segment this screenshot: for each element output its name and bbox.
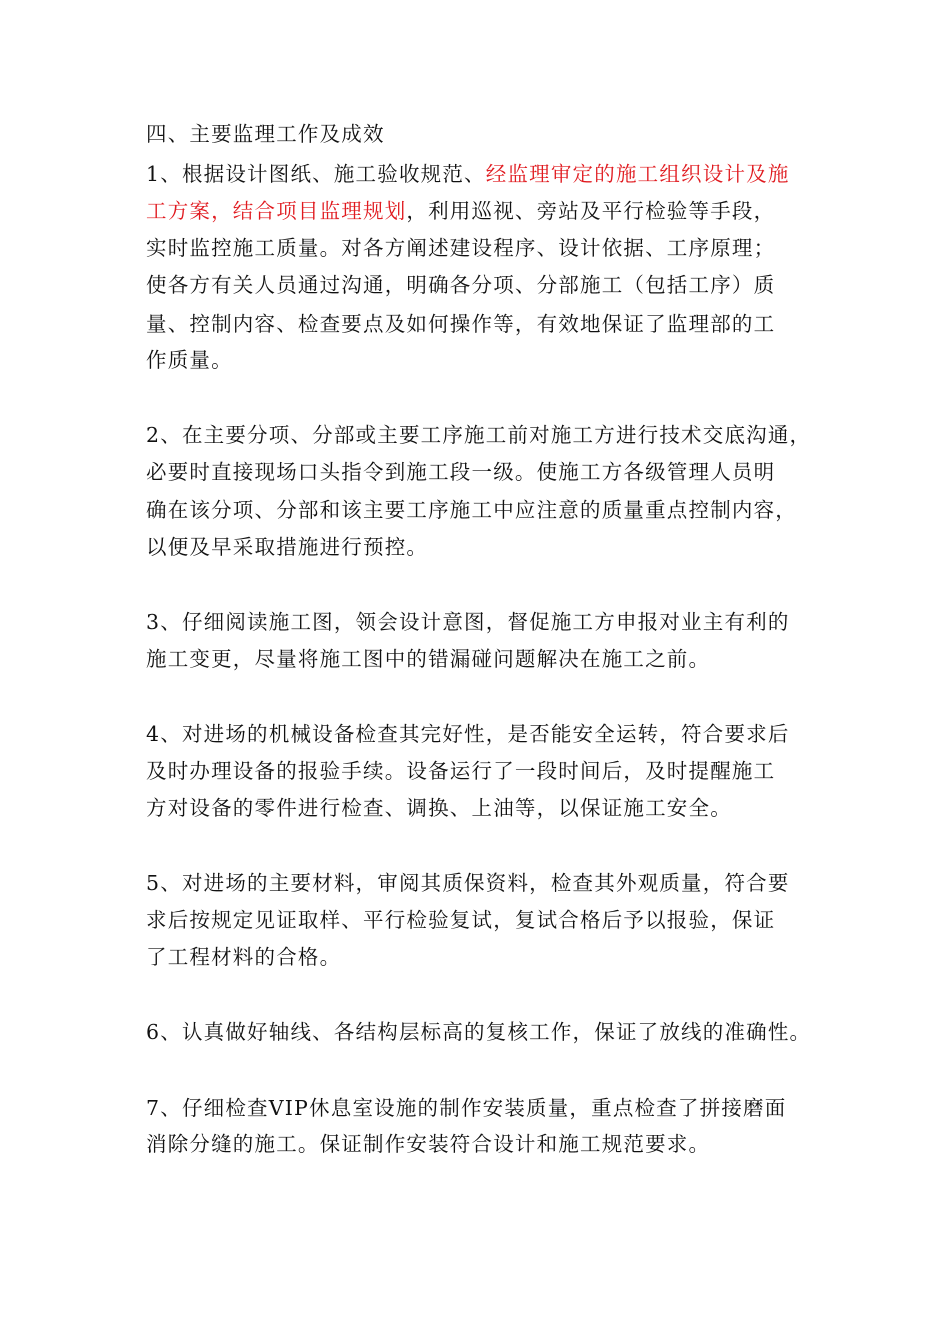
p4-line-2: 及时办理设备的报验手续。设备运行了一段时间后，及时提醒施工 <box>146 759 776 783</box>
p3-line-1: 3、仔细阅读施工图，领会设计意图，督促施工方申报对业主有利的 <box>146 610 790 634</box>
p1-line-2-highlight: 工方案，结合项目监理规划 <box>146 199 407 223</box>
p1-line-2 <box>146 196 775 226</box>
p3-line-2: 施工变更，尽量将施工图中的错漏碰问题解决在施工之前。 <box>146 647 711 671</box>
p5-line-2: 求后按规定见证取样、平行检验复试，复试合格后予以报验，保证 <box>146 908 776 932</box>
p4-line-1: 4、对进场的机械设备检查其完好性，是否能安全运转，符合要求后 <box>146 722 790 746</box>
p1-line-1 <box>146 159 790 189</box>
p5-line-3: 了工程材料的合格。 <box>146 945 342 969</box>
section-heading: 四、主要监理工作及成效 <box>146 122 385 146</box>
p1-line-2-text: ，利用巡视、旁站及平行检验等手段， <box>406 199 776 223</box>
p7-line-1: 7、仔细检查VIP休息室设施的制作安装质量，重点检查了拼接磨面 <box>146 1096 787 1120</box>
p2-line-4: 以便及早采取措施进行预控。 <box>146 535 429 559</box>
p1-line-4: 使各方有关人员通过沟通，明确各分项、分部施工（包括工序）质 <box>146 273 776 297</box>
p2-line-3: 确在该分项、分部和该主要工序施工中应注意的质量重点控制内容， <box>146 498 797 522</box>
p1-line-5: 量、控制内容、检查要点及如何操作等，有效地保证了监理部的工 <box>146 312 776 336</box>
p1-line-1-text: 1、根据设计图纸、施工验收规范、 <box>146 162 486 186</box>
p1-line-3: 实时监控施工质量。对各方阐述建设程序、设计依据、工序原理； <box>146 236 776 260</box>
p6-line-1: 6、认真做好轴线、各结构层标高的复核工作，保证了放线的准确性。 <box>146 1020 812 1044</box>
p2-line-2: 必要时直接现场口头指令到施工段一级。使施工方各级管理人员明 <box>146 460 776 484</box>
p1-line-6: 作质量。 <box>146 348 233 372</box>
p4-line-3: 方对设备的零件进行检查、调换、上油等，以保证施工安全。 <box>146 796 732 820</box>
p7-line-2: 消除分缝的施工。保证制作安装符合设计和施工规范要求。 <box>146 1132 711 1156</box>
p5-line-1: 5、对进场的主要材料，审阅其质保资料，检查其外观质量，符合要 <box>146 871 790 895</box>
p1-line-1-highlight: 经监理审定的施工组织设计及施 <box>485 162 790 186</box>
p2-line-1: 2、在主要分项、分部或主要工序施工前对施工方进行技术交底沟通， <box>146 423 812 447</box>
